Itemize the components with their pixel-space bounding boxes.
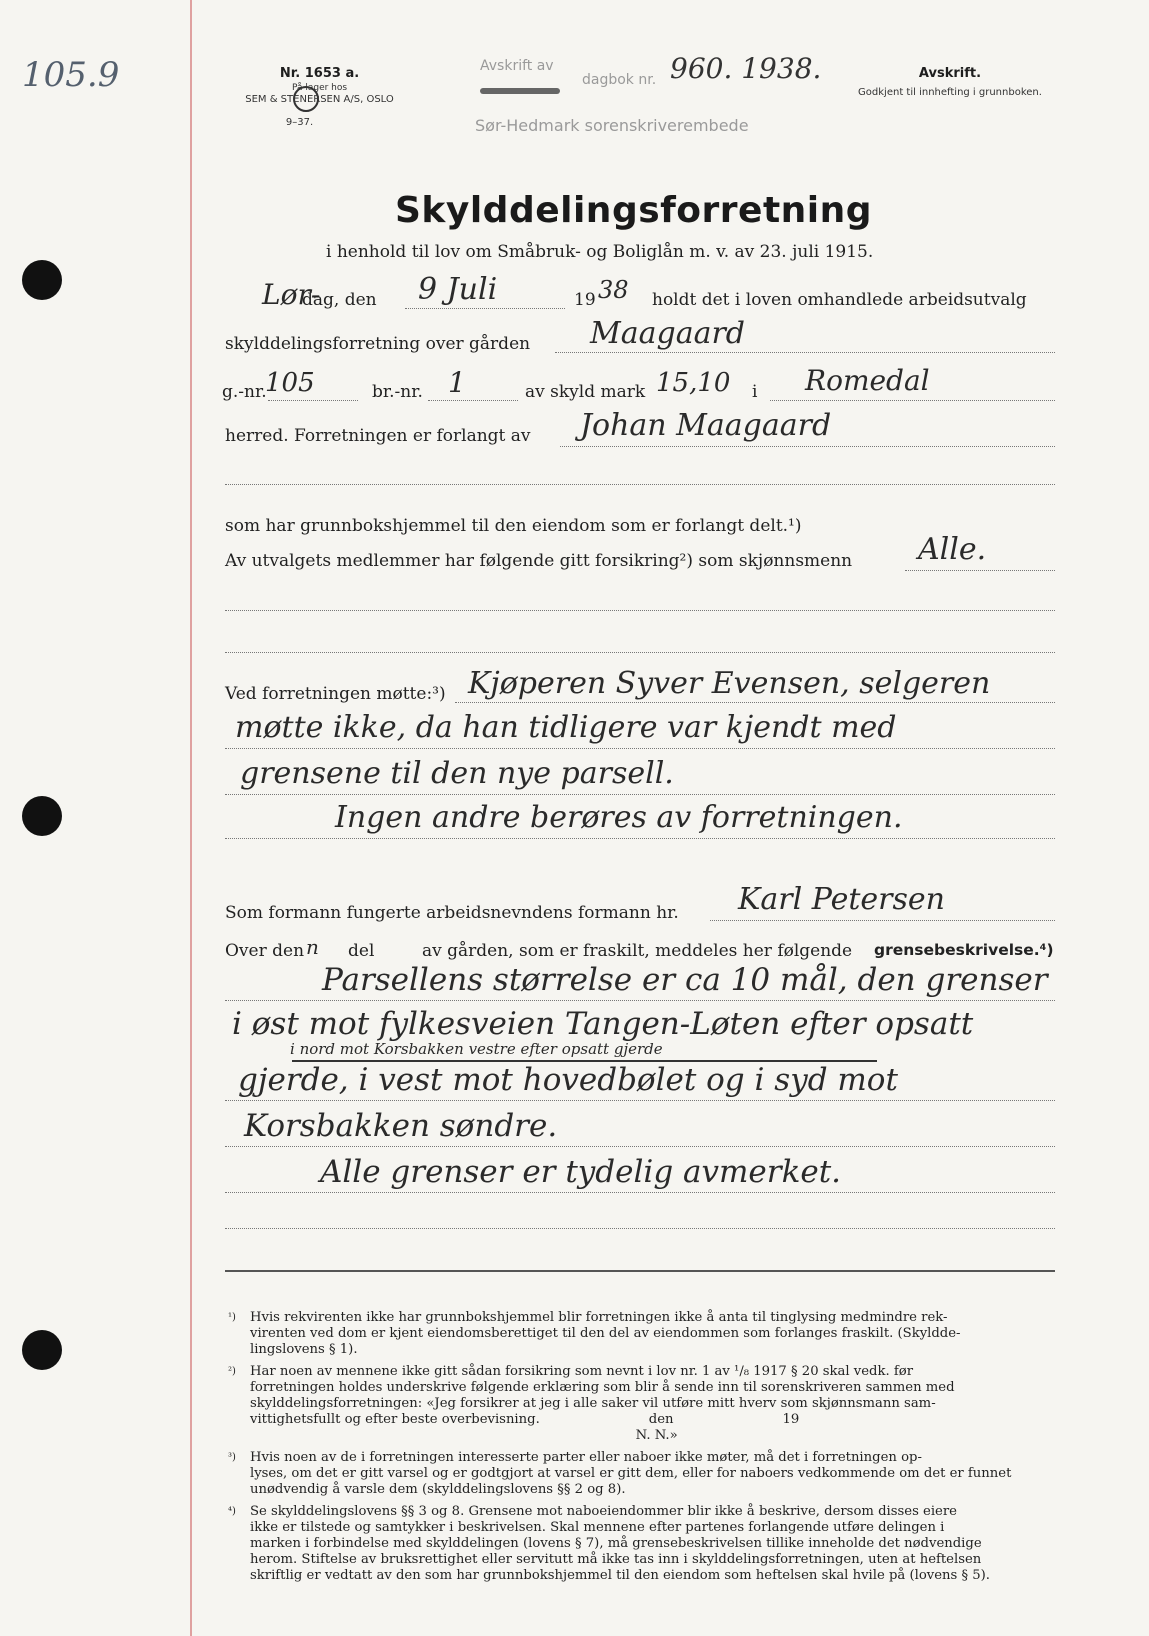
year-prefix: 19	[574, 290, 596, 310]
approved-text: Godkjent til innhefting i grunnboken.	[858, 87, 1042, 98]
met-label: Ved forretningen møtte:³)	[225, 684, 446, 704]
footnote-1	[228, 1310, 1058, 1358]
requested-dots	[560, 446, 1055, 447]
footnote-2-number: ²)	[228, 1366, 236, 1377]
met-dots-3	[225, 794, 1055, 795]
stockist-line1: På lager hos	[291, 83, 348, 93]
boundary-line-2: i øst mot fylkesveien Tangen-Løten efter opsatt	[232, 1006, 974, 1042]
boundary-dots-1	[225, 1000, 1055, 1001]
blank-dots-3	[225, 652, 1055, 653]
boundary-intro: av gården, som er fraskilt, meddeles her følgende	[422, 941, 853, 961]
punch-hole-bottom	[22, 1330, 62, 1370]
boundary-dots-3	[225, 1100, 1055, 1101]
held-text: holdt det i loven omhandlede arbeidsutvalg	[652, 290, 1027, 310]
year-value: 38	[598, 276, 629, 304]
bnr-label: br.-nr.	[372, 382, 423, 402]
footnote-4-line: herom. Stiftelse av bruksrettighet eller servitutt må ikke tas inn i skylddelingsforretningen, uten at heftelsen	[250, 1552, 982, 1567]
chair-label: Som formann fungerte arbeidsnevndens formann hr.	[225, 903, 679, 923]
date-value: 9 Juli	[418, 272, 498, 307]
date-dots	[405, 308, 565, 309]
footnote-4	[228, 1504, 1058, 1584]
skyld-label: av skyld mark	[525, 382, 646, 402]
footnote-3-line: unødvendig å varsle dem (skylddelingslovens §§ 2 og 8).	[250, 1482, 626, 1497]
footnote-4-line: Se skylddelingslovens §§ 3 og 8. Grensene mot naboeiendommer blir ikke å beskrive, dersom disses eiere	[250, 1504, 957, 1519]
hjemmel-text: som har grunnbokshjemmel til den eiendom som er forlangt delt.¹)	[225, 516, 802, 536]
skyld-value: 15,10	[656, 368, 731, 398]
blank-dots-2	[225, 610, 1055, 611]
requested-by-value: Johan Maagaard	[580, 408, 832, 443]
met-line-1: Kjøperen Syver Evensen, selgeren	[468, 666, 991, 701]
met-dots-1	[455, 702, 1055, 703]
boundary-line-1: Parsellens størrelse er ca 10 mål, den grenser	[322, 962, 1048, 998]
municipality-value: Romedal	[805, 364, 930, 397]
members-value: Alle.	[918, 532, 987, 567]
met-dots-4	[225, 838, 1055, 839]
boundary-line-3: gjerde, i vest mot hovedbølet og i syd mot	[238, 1062, 898, 1098]
met-line-4: Ingen andre berøres av forretningen.	[335, 800, 903, 835]
members-text: Av utvalgets medlemmer har følgende gitt forsikring²) som skjønnsmenn	[225, 551, 853, 571]
footnote-4-line: ikke er tilstede og samtykker i beskrivelsen. Skal mennene efter partenes forlangende utføre delingen i	[250, 1520, 945, 1535]
farm-dots	[555, 352, 1055, 353]
footnote-2-line: Har noen av mennene ikke gitt sådan forsikring som nevnt i lov nr. 1 av ¹/₈ 1917 § 20 skal vedk. før	[250, 1364, 913, 1379]
footnote-1-number: ¹)	[228, 1312, 236, 1323]
punch-hole-top	[22, 260, 62, 300]
boundary-line-4: Korsbakken søndre.	[244, 1108, 558, 1144]
printer-mark-icon	[293, 86, 319, 112]
footnote-1-line: Hvis rekvirenten ikke har grunnbokshjemmel blir forretningen ikke å anta til tinglysing medmindre rek-	[250, 1310, 948, 1325]
boundary-dots-6	[225, 1228, 1055, 1229]
gnr-value: 105	[265, 368, 315, 398]
punch-hole-middle	[22, 796, 62, 836]
copy-title: Avskrift.	[918, 66, 982, 81]
footnote-1-line: virenten ved dom er kjent eiendomsberettiget til den del av eiendommen som forlanges fraskilt. (Skyldde-	[250, 1326, 961, 1341]
herred-label: herred. Forretningen er forlangt av	[225, 426, 531, 446]
footnote-2	[228, 1364, 1058, 1444]
footnote-4-line: skriftlig er vedtatt av den som har grunnbokshjemmel til den eiendom som heftelsen skal hvile på (lovens § 5).	[250, 1568, 990, 1583]
chair-dots	[710, 920, 1055, 921]
day-label: dag, den	[302, 290, 377, 310]
footnote-3-number: ³)	[228, 1452, 236, 1463]
chair-value: Karl Petersen	[738, 882, 945, 917]
footnote-4-number: ⁴)	[228, 1506, 236, 1517]
blank-dots-1	[225, 484, 1055, 485]
i-label: i	[752, 382, 758, 402]
footnote-divider	[225, 1270, 1055, 1272]
bnr-value: 1	[448, 366, 466, 399]
del-label: del	[348, 941, 375, 961]
footnote-3	[228, 1450, 1058, 1498]
weekday-value: Lør-	[262, 278, 321, 311]
office-stamp: Sør-Hedmark sorenskriverembede	[475, 116, 749, 135]
gnr-label: g.-nr.	[222, 382, 267, 402]
farm-value: Maagaard	[590, 316, 746, 351]
footnote-2-line: skylddelingsforretningen: «Jeg forsikrer at jeg i alle saker vil utføre mitt hverv som skjønnsmann sam-	[250, 1396, 936, 1411]
dagbok-value: 960. 1938.	[670, 52, 822, 85]
corner-note: 105.9	[22, 55, 120, 95]
document-subtitle: i henhold til lov om Småbruk- og Boliglån m. v. av 23. juli 1915.	[326, 242, 874, 262]
met-line-2: møtte ikke, da han tidligere var kjendt med	[235, 710, 897, 745]
boundary-dots-5	[225, 1192, 1055, 1193]
boundary-bold: grensebeskrivelse.⁴)	[874, 941, 1054, 959]
over-den-label: Over den	[225, 941, 305, 961]
bnr-dots	[428, 400, 518, 401]
form-info	[222, 66, 417, 128]
gnr-dots	[268, 400, 358, 401]
farm-label: skylddelingsforretning over gården	[225, 334, 531, 354]
form-number: Nr. 1653 a.	[279, 66, 360, 81]
footnotes	[228, 1310, 1058, 1584]
dagbok-label: dagbok nr.	[582, 72, 657, 88]
copy-box	[830, 66, 1070, 98]
members-dots	[905, 570, 1055, 571]
footnote-2-line: N. N.»	[250, 1428, 678, 1443]
stamp-scribble	[480, 88, 560, 94]
municipality-dots	[770, 400, 1055, 401]
copy-of-label: Avskrift av	[480, 58, 554, 74]
boundary-insert: i nord mot Korsbakken vestre efter opsatt gjerde	[290, 1040, 663, 1058]
boundary-line-5: Alle grenser er tydelig avmerket.	[320, 1154, 842, 1190]
form-date: 9–37.	[285, 117, 314, 128]
stockist-line2: SEM & STENERSEN A/S, OSLO	[245, 94, 394, 105]
margin-rule	[190, 0, 192, 1636]
footnote-3-line: lyses, om det er gitt varsel og er godtgjort at varsel er gitt dem, eller for naboers vedkommende om det er funnet	[250, 1466, 1012, 1481]
met-dots-2	[225, 748, 1055, 749]
footnote-2-line: forretningen holdes underskrive følgende erklæring som blir å sende inn til sorenskriveren sammen med	[250, 1380, 955, 1395]
footnote-3-line: Hvis noen av de i forretningen interesserte parter eller naboer ikke møter, må det i forretningen op-	[250, 1450, 922, 1465]
met-line-3: grensene til den nye parsell.	[240, 756, 674, 791]
over-den-ending: n	[306, 935, 319, 959]
footnote-4-line: marken i forbindelse med skylddelingen (lovens § 7), må grensebeskrivelsen tillike inneholde det nødvendige	[250, 1536, 982, 1551]
footnote-2-line: vittighetsfullt og efter beste overbevisning. den 19	[250, 1412, 800, 1427]
boundary-dots-4	[225, 1146, 1055, 1147]
document-title: Skylddelingsforretning	[395, 190, 873, 231]
footnote-1-line: lingslovens § 1).	[250, 1342, 358, 1357]
